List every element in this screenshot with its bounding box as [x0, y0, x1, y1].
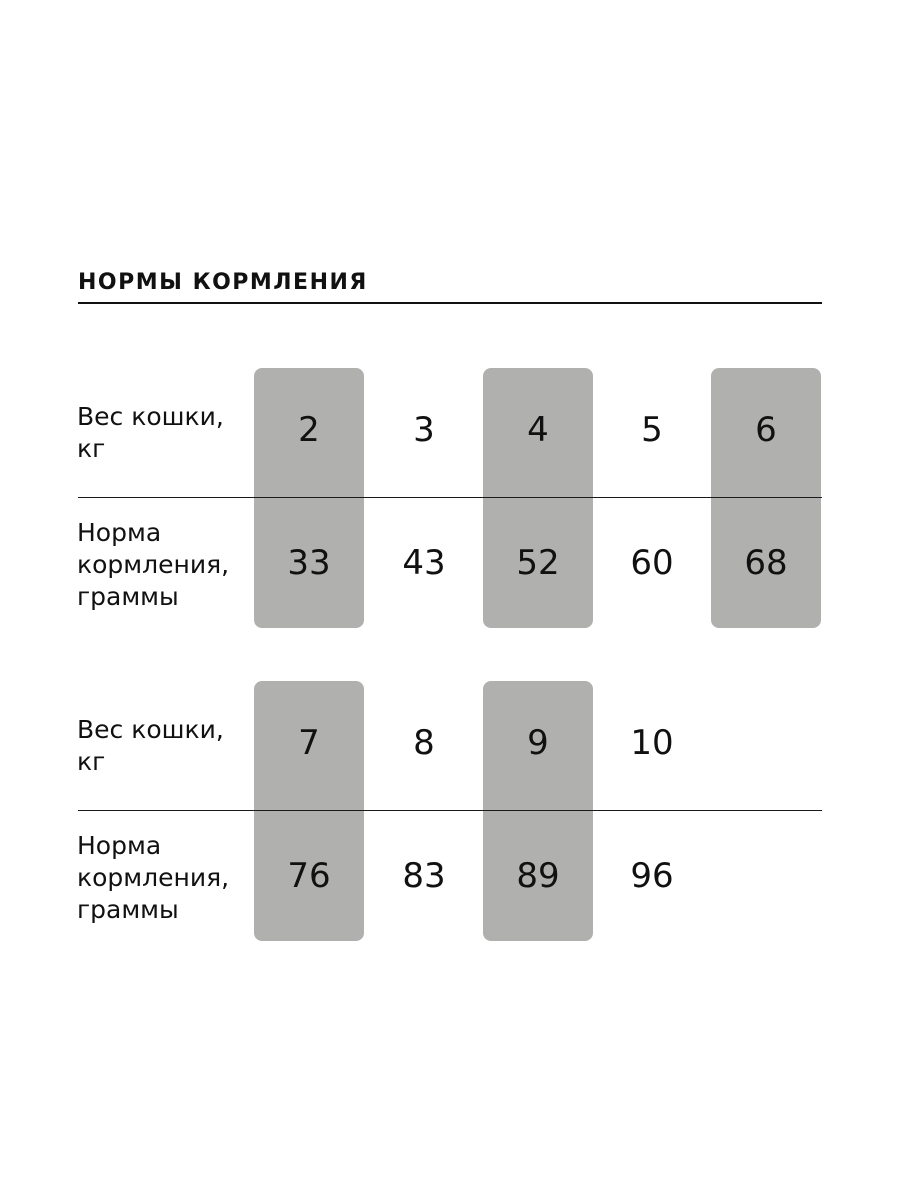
- norm-cell: 96: [630, 856, 674, 896]
- weight-cell: 9: [527, 723, 549, 763]
- feeding-table-1: [0, 368, 900, 628]
- weight-cell: 6: [755, 410, 777, 450]
- weight-cell: 4: [527, 410, 549, 450]
- column-highlight: [711, 368, 821, 628]
- norm-cell: 89: [516, 856, 560, 896]
- page-title: НОРМЫ КОРМЛЕНИЯ: [78, 270, 368, 295]
- norm-cell: 76: [287, 856, 331, 896]
- norm-cell: 68: [744, 543, 788, 583]
- weight-cell: 5: [641, 410, 663, 450]
- norm-row-label: Норма кормления, граммы: [77, 518, 230, 611]
- column-highlight: [254, 368, 364, 628]
- row-divider: [78, 810, 822, 811]
- norm-cell: 52: [516, 543, 560, 583]
- row-divider: [78, 497, 822, 498]
- weight-cell: 8: [413, 723, 435, 763]
- weight-row-label: Вес кошки, кг: [77, 402, 224, 463]
- column-highlight: [483, 681, 593, 941]
- norm-cell: 33: [287, 543, 331, 583]
- norm-cell: 60: [630, 543, 674, 583]
- norm-row-label: Норма кормления, граммы: [77, 831, 230, 924]
- norm-cell: 43: [402, 543, 446, 583]
- feeding-table-2: [0, 681, 900, 941]
- weight-cell: 10: [630, 723, 674, 763]
- column-highlight: [254, 681, 364, 941]
- norm-cell: 83: [402, 856, 446, 896]
- column-highlight: [483, 368, 593, 628]
- title-divider: [78, 302, 822, 304]
- weight-cell: 7: [298, 723, 320, 763]
- weight-cell: 2: [298, 410, 320, 450]
- weight-row-label: Вес кошки, кг: [77, 715, 224, 776]
- weight-cell: 3: [413, 410, 435, 450]
